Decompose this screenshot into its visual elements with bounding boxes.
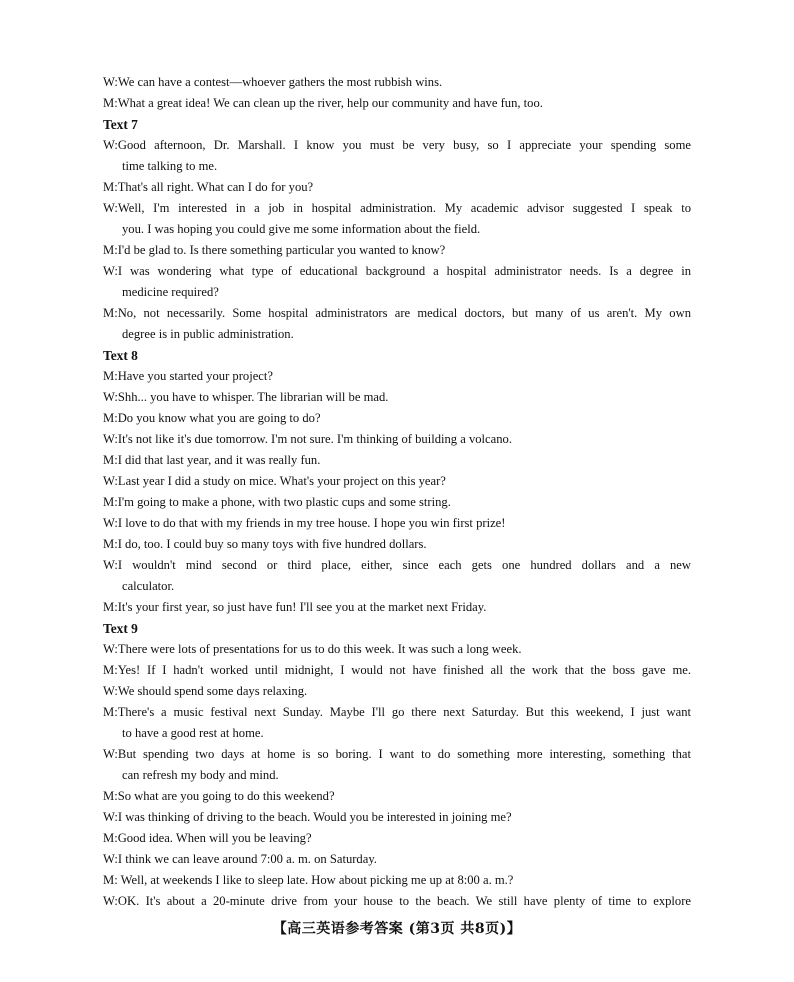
dialogue-line: W:Shh... you have to whisper. The librarian will be mad. xyxy=(103,390,389,404)
page-footer: 【高三英语参考答案 (第3页 共8页)】 xyxy=(272,921,522,937)
dialogue-line: M:That's all right. What can I do for you? xyxy=(103,180,314,194)
dialogue-line: W:I was thinking of driving to the beach. Would you be interested in joining me? xyxy=(103,810,512,824)
dialogue-line: M:I did that last year, and it was really fun. xyxy=(103,453,321,467)
dialogue-line-continuation: calculator. xyxy=(122,579,175,593)
dialogue-line-continuation: to have a good rest at home. xyxy=(122,726,264,740)
dialogue-line-continuation: can refresh my body and mind. xyxy=(122,768,279,782)
dialogue-line: M:So what are you going to do this weekend? xyxy=(103,789,335,803)
dialogue-line-continuation: time talking to me. xyxy=(122,159,218,173)
dialogue-line: W:I wouldn't mind second or third place, either, since each gets one hundred dollars and a new xyxy=(103,558,691,572)
section-heading: Text 7 xyxy=(103,117,138,132)
dialogue-line: M:Have you started your project? xyxy=(103,369,273,383)
dialogue-line: M:Yes! If I hadn't worked until midnight, I would not have finished all the work that the boss gave me. xyxy=(103,663,691,677)
dialogue-line: M:I'm going to make a phone, with two plastic cups and some string. xyxy=(103,495,451,509)
dialogue-line: M: Well, at weekends I like to sleep late. How about picking me up at 8:00 a. m.? xyxy=(103,873,514,887)
dialogue-line: M:No, not necessarily. Some hospital administrators are medical doctors, but many of us aren't. My own xyxy=(103,306,691,320)
dialogue-line: W:It's not like it's due tomorrow. I'm not sure. I'm thinking of building a volcano. xyxy=(103,432,512,446)
dialogue-line-continuation: you. I was hoping you could give me some information about the field. xyxy=(122,222,481,236)
dialogue-line: W:OK. It's about a 20-minute drive from your house to the beach. We still have plenty of time to explore xyxy=(103,894,691,908)
dialogue-line: M:What a great idea! We can clean up the river, help our community and have fun, too. xyxy=(103,96,543,110)
transcript-body xyxy=(103,72,691,912)
dialogue-line: W:We can have a contest—whoever gathers the most rubbish wins. xyxy=(103,75,443,89)
dialogue-line: M:I do, too. I could buy so many toys with five hundred dollars. xyxy=(103,537,427,551)
dialogue-line: W:We should spend some days relaxing. xyxy=(103,684,308,698)
dialogue-line: W:But spending two days at home is so boring. I want to do something more interesting, something that xyxy=(103,747,691,761)
dialogue-line: M:It's your first year, so just have fun! I'll see you at the market next Friday. xyxy=(103,600,487,614)
dialogue-line: W:I love to do that with my friends in my tree house. I hope you win first prize! xyxy=(103,516,506,530)
dialogue-line: W:I was wondering what type of educational background a hospital administrator needs. Is a degree in xyxy=(103,264,691,278)
dialogue-line: M:Good idea. When will you be leaving? xyxy=(103,831,312,845)
section-heading: Text 8 xyxy=(103,348,138,363)
dialogue-line: W:There were lots of presentations for us to do this week. It was such a long week. xyxy=(103,642,522,656)
dialogue-line: M:Do you know what you are going to do? xyxy=(103,411,321,425)
dialogue-line: W:Well, I'm interested in a job in hospital administration. My academic advisor suggested I speak to xyxy=(103,201,691,215)
dialogue-line: M:There's a music festival next Sunday. Maybe I'll go there next Saturday. But this weekend, I just want xyxy=(103,705,691,719)
dialogue-line: W:I think we can leave around 7:00 a. m. on Saturday. xyxy=(103,852,377,866)
dialogue-line-continuation: degree is in public administration. xyxy=(122,327,294,341)
dialogue-line-continuation: medicine required? xyxy=(122,285,219,299)
section-heading: Text 9 xyxy=(103,621,138,636)
dialogue-line: W:Good afternoon, Dr. Marshall. I know you must be very busy, so I appreciate your spending some xyxy=(103,138,691,152)
dialogue-line: W:Last year I did a study on mice. What's your project on this year? xyxy=(103,474,446,488)
dialogue-line: M:I'd be glad to. Is there something particular you wanted to know? xyxy=(103,243,446,257)
